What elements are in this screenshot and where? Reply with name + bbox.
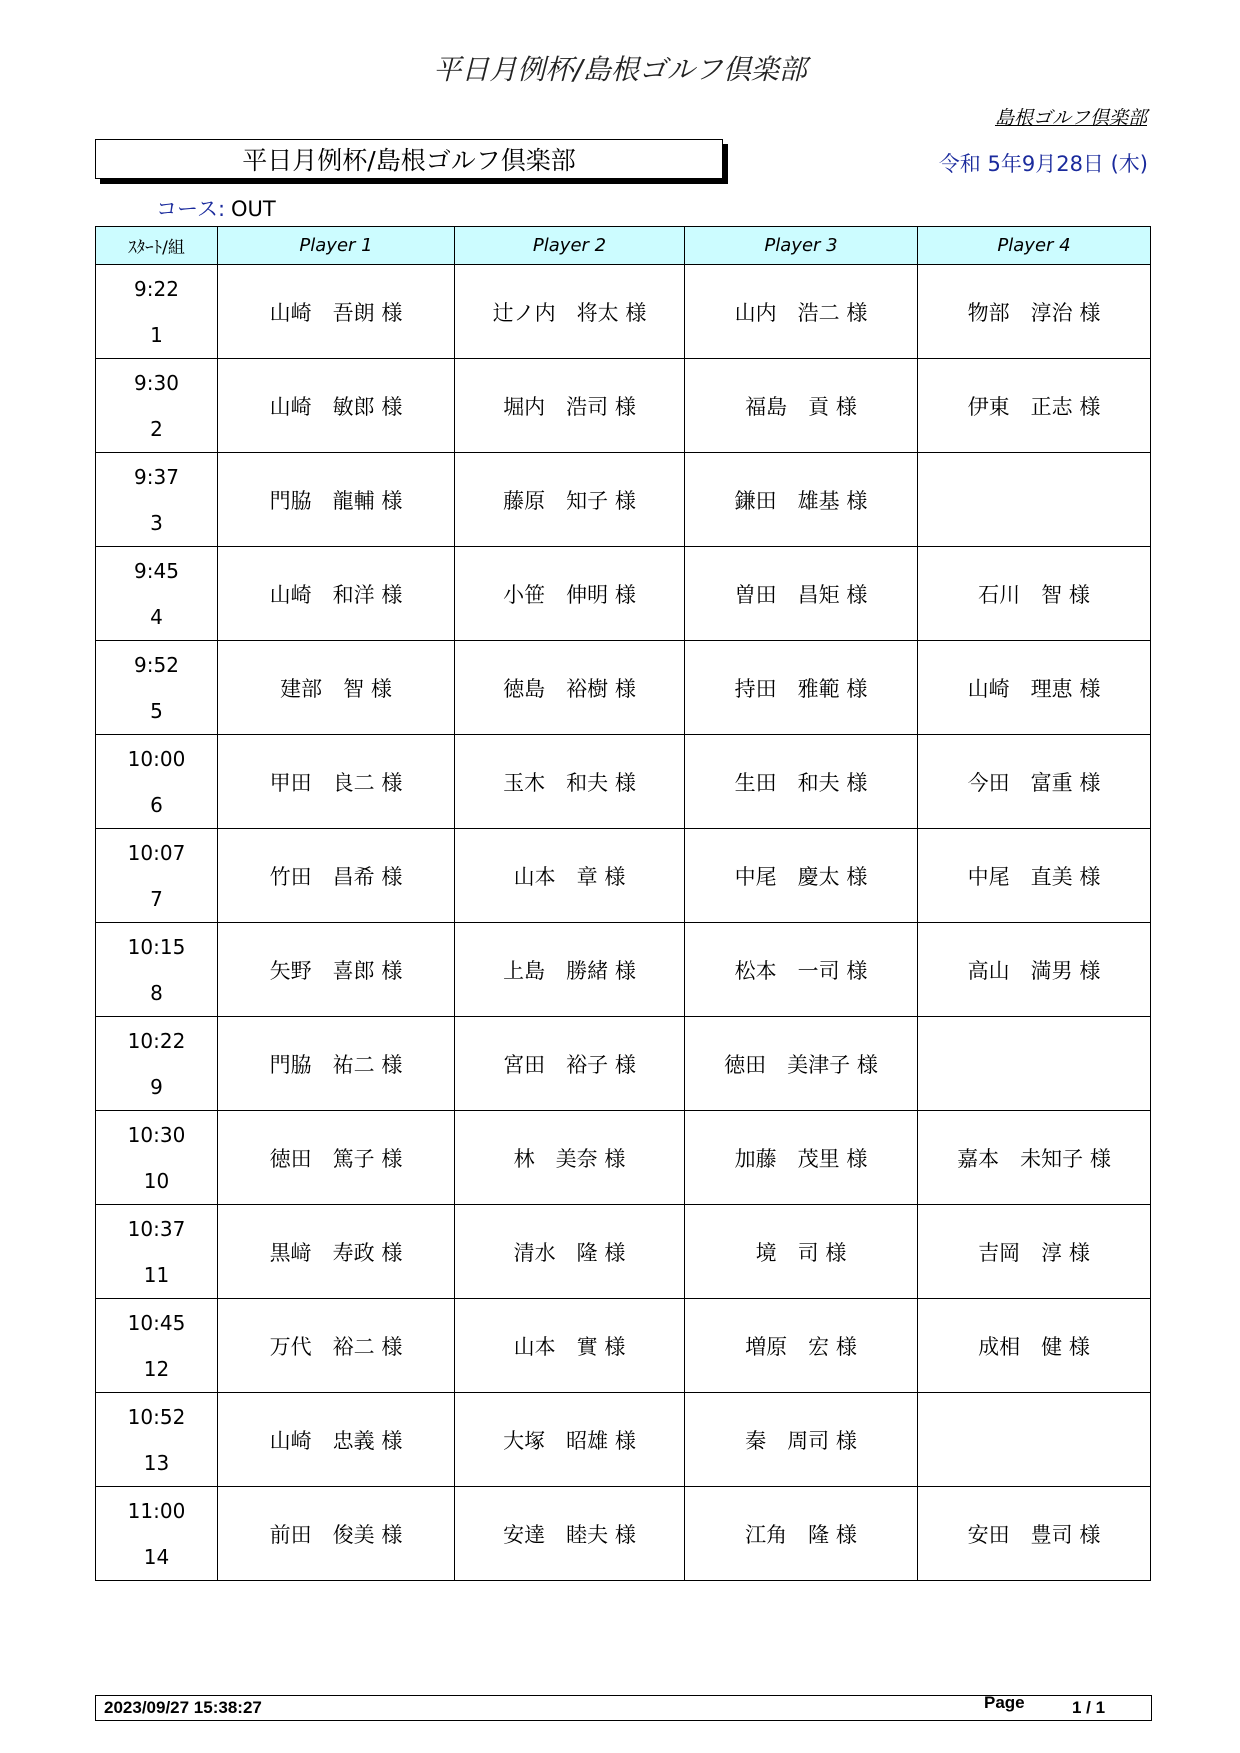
player-3-cell: 生田 和夫 様 [685,735,918,829]
start-group-cell [96,829,218,923]
start-time: 10:07 [127,840,186,865]
start-group-cell [96,1205,218,1299]
table-row [96,1393,1151,1487]
page-label: Page [984,1693,1025,1712]
table-row [96,1205,1151,1299]
group-number: 3 [150,510,163,535]
start-group-cell [96,453,218,547]
table-row [96,265,1151,359]
start-group-cell [96,641,218,735]
table-row [96,1487,1151,1581]
player-3-cell: 秦 周司 様 [685,1393,918,1487]
header-player-3: Player 3 [685,227,918,265]
pairings-table [95,226,1151,1581]
player-2-cell: 大塚 昭雄 様 [455,1393,685,1487]
player-2-cell: 清水 隆 様 [455,1205,685,1299]
start-time: 9:30 [134,370,179,395]
start-group-cell [96,265,218,359]
player-1-cell: 山崎 和洋 様 [218,547,455,641]
player-2-cell: 宮田 裕子 様 [455,1017,685,1111]
player-4-cell: 吉岡 淳 様 [918,1205,1151,1299]
player-2-cell: 林 美奈 様 [455,1111,685,1205]
start-group-cell [96,1487,218,1581]
table-header-row [96,227,1151,265]
player-4-cell: 嘉本 未知子 様 [918,1111,1151,1205]
title-box [95,139,723,179]
player-2-cell: 辻ノ内 将太 様 [455,265,685,359]
player-4-cell: 石川 智 様 [918,547,1151,641]
player-4-cell: 中尾 直美 様 [918,829,1151,923]
start-time: 9:22 [134,276,179,301]
player-4-cell: 伊東 正志 様 [918,359,1151,453]
group-number: 2 [150,416,163,441]
player-1-cell: 徳田 篤子 様 [218,1111,455,1205]
player-4-cell [918,1393,1151,1487]
player-3-cell: 松本 一司 様 [685,923,918,1017]
player-1-cell: 山崎 吾朗 様 [218,265,455,359]
player-1-cell: 山崎 忠義 様 [218,1393,455,1487]
start-group-cell [96,1393,218,1487]
start-time: 9:45 [134,558,179,583]
start-time: 10:37 [127,1216,186,1241]
player-1-cell: 万代 裕二 様 [218,1299,455,1393]
start-group-cell [96,1111,218,1205]
player-3-cell: 増原 宏 様 [685,1299,918,1393]
player-4-cell: 安田 豊司 様 [918,1487,1151,1581]
start-time: 10:15 [127,934,186,959]
start-group-cell [96,1017,218,1111]
group-number: 9 [150,1074,163,1099]
group-number: 5 [150,698,163,723]
player-3-cell: 中尾 慶太 様 [685,829,918,923]
table-row [96,453,1151,547]
group-number: 11 [143,1262,170,1287]
player-4-cell: 山崎 理恵 様 [918,641,1151,735]
group-number: 6 [150,792,163,817]
player-3-cell: 徳田 美津子 様 [685,1017,918,1111]
player-3-cell: 境 司 様 [685,1205,918,1299]
start-group-cell [96,547,218,641]
main-title: 平日月例杯/島根ゴルフ倶楽部 [433,53,807,86]
player-4-cell: 物部 淳治 様 [918,265,1151,359]
start-time: 10:00 [127,746,186,771]
player-2-cell: 藤原 知子 様 [455,453,685,547]
group-number: 14 [143,1544,170,1569]
table-row [96,1299,1151,1393]
player-1-cell: 門脇 祐二 様 [218,1017,455,1111]
player-4-cell [918,1017,1151,1111]
page-number: 1 / 1 [1072,1698,1106,1717]
header-start-group: ｽﾀｰﾄ/組 [96,227,218,265]
start-time: 9:52 [134,652,179,677]
player-3-cell: 江角 隆 様 [685,1487,918,1581]
group-number: 13 [143,1450,170,1475]
group-number: 12 [143,1356,170,1381]
start-group-cell [96,1299,218,1393]
table-row [96,1017,1151,1111]
start-time: 10:22 [127,1028,186,1053]
table-row [96,923,1151,1017]
player-2-cell: 小笹 伸明 様 [455,547,685,641]
table-row [96,735,1151,829]
group-number: 1 [150,322,163,347]
player-2-cell: 徳島 裕樹 様 [455,641,685,735]
table-row [96,359,1151,453]
start-time: 10:30 [127,1122,186,1147]
start-time: 10:52 [127,1404,186,1429]
start-time: 11:00 [127,1498,186,1523]
player-1-cell: 甲田 良二 様 [218,735,455,829]
group-number: 8 [150,980,163,1005]
start-group-cell [96,923,218,1017]
player-1-cell: 山崎 敏郎 様 [218,359,455,453]
player-2-cell: 山本 章 様 [455,829,685,923]
player-1-cell: 矢野 喜郎 様 [218,923,455,1017]
group-number: 7 [150,886,163,911]
table-row [96,547,1151,641]
course-line [156,193,276,223]
player-3-cell: 鎌田 雄基 様 [685,453,918,547]
organization-name: 島根ゴルフ倶楽部 [994,107,1147,129]
player-4-cell: 成相 健 様 [918,1299,1151,1393]
start-group-cell [96,359,218,453]
player-1-cell: 黒﨑 寿政 様 [218,1205,455,1299]
player-2-cell: 堀内 浩司 様 [455,359,685,453]
player-3-cell: 加藤 茂里 様 [685,1111,918,1205]
player-1-cell: 前田 俊美 様 [218,1487,455,1581]
player-2-cell: 玉木 和夫 様 [455,735,685,829]
player-3-cell: 曽田 昌矩 様 [685,547,918,641]
player-3-cell: 福島 貢 様 [685,359,918,453]
course-label: コース: [156,197,226,221]
table-row [96,829,1151,923]
player-3-cell: 山内 浩二 様 [685,265,918,359]
player-3-cell: 持田 雅範 様 [685,641,918,735]
start-time: 10:45 [127,1310,186,1335]
player-4-cell: 高山 満男 様 [918,923,1151,1017]
title-box-text: 平日月例杯/島根ゴルフ倶楽部 [242,146,576,175]
group-number: 4 [150,604,163,629]
start-time: 9:37 [134,464,179,489]
start-group-cell [96,735,218,829]
course-value: OUT [231,197,276,221]
table-row [96,641,1151,735]
player-1-cell: 建部 智 様 [218,641,455,735]
table-row [96,1111,1151,1205]
header-player-2: Player 2 [455,227,685,265]
header-player-1: Player 1 [218,227,455,265]
player-2-cell: 上島 勝緒 様 [455,923,685,1017]
event-date: 令和 5年9月28日 (木) [938,152,1148,176]
player-2-cell: 安達 睦夫 様 [455,1487,685,1581]
page-footer [95,1695,1152,1721]
player-4-cell [918,453,1151,547]
player-1-cell: 竹田 昌希 様 [218,829,455,923]
player-2-cell: 山本 實 様 [455,1299,685,1393]
group-number: 10 [143,1168,170,1193]
header-player-4: Player 4 [918,227,1151,265]
print-timestamp: 2023/09/27 15:38:27 [104,1698,262,1717]
player-4-cell: 今田 富重 様 [918,735,1151,829]
player-1-cell: 門脇 龍輔 様 [218,453,455,547]
